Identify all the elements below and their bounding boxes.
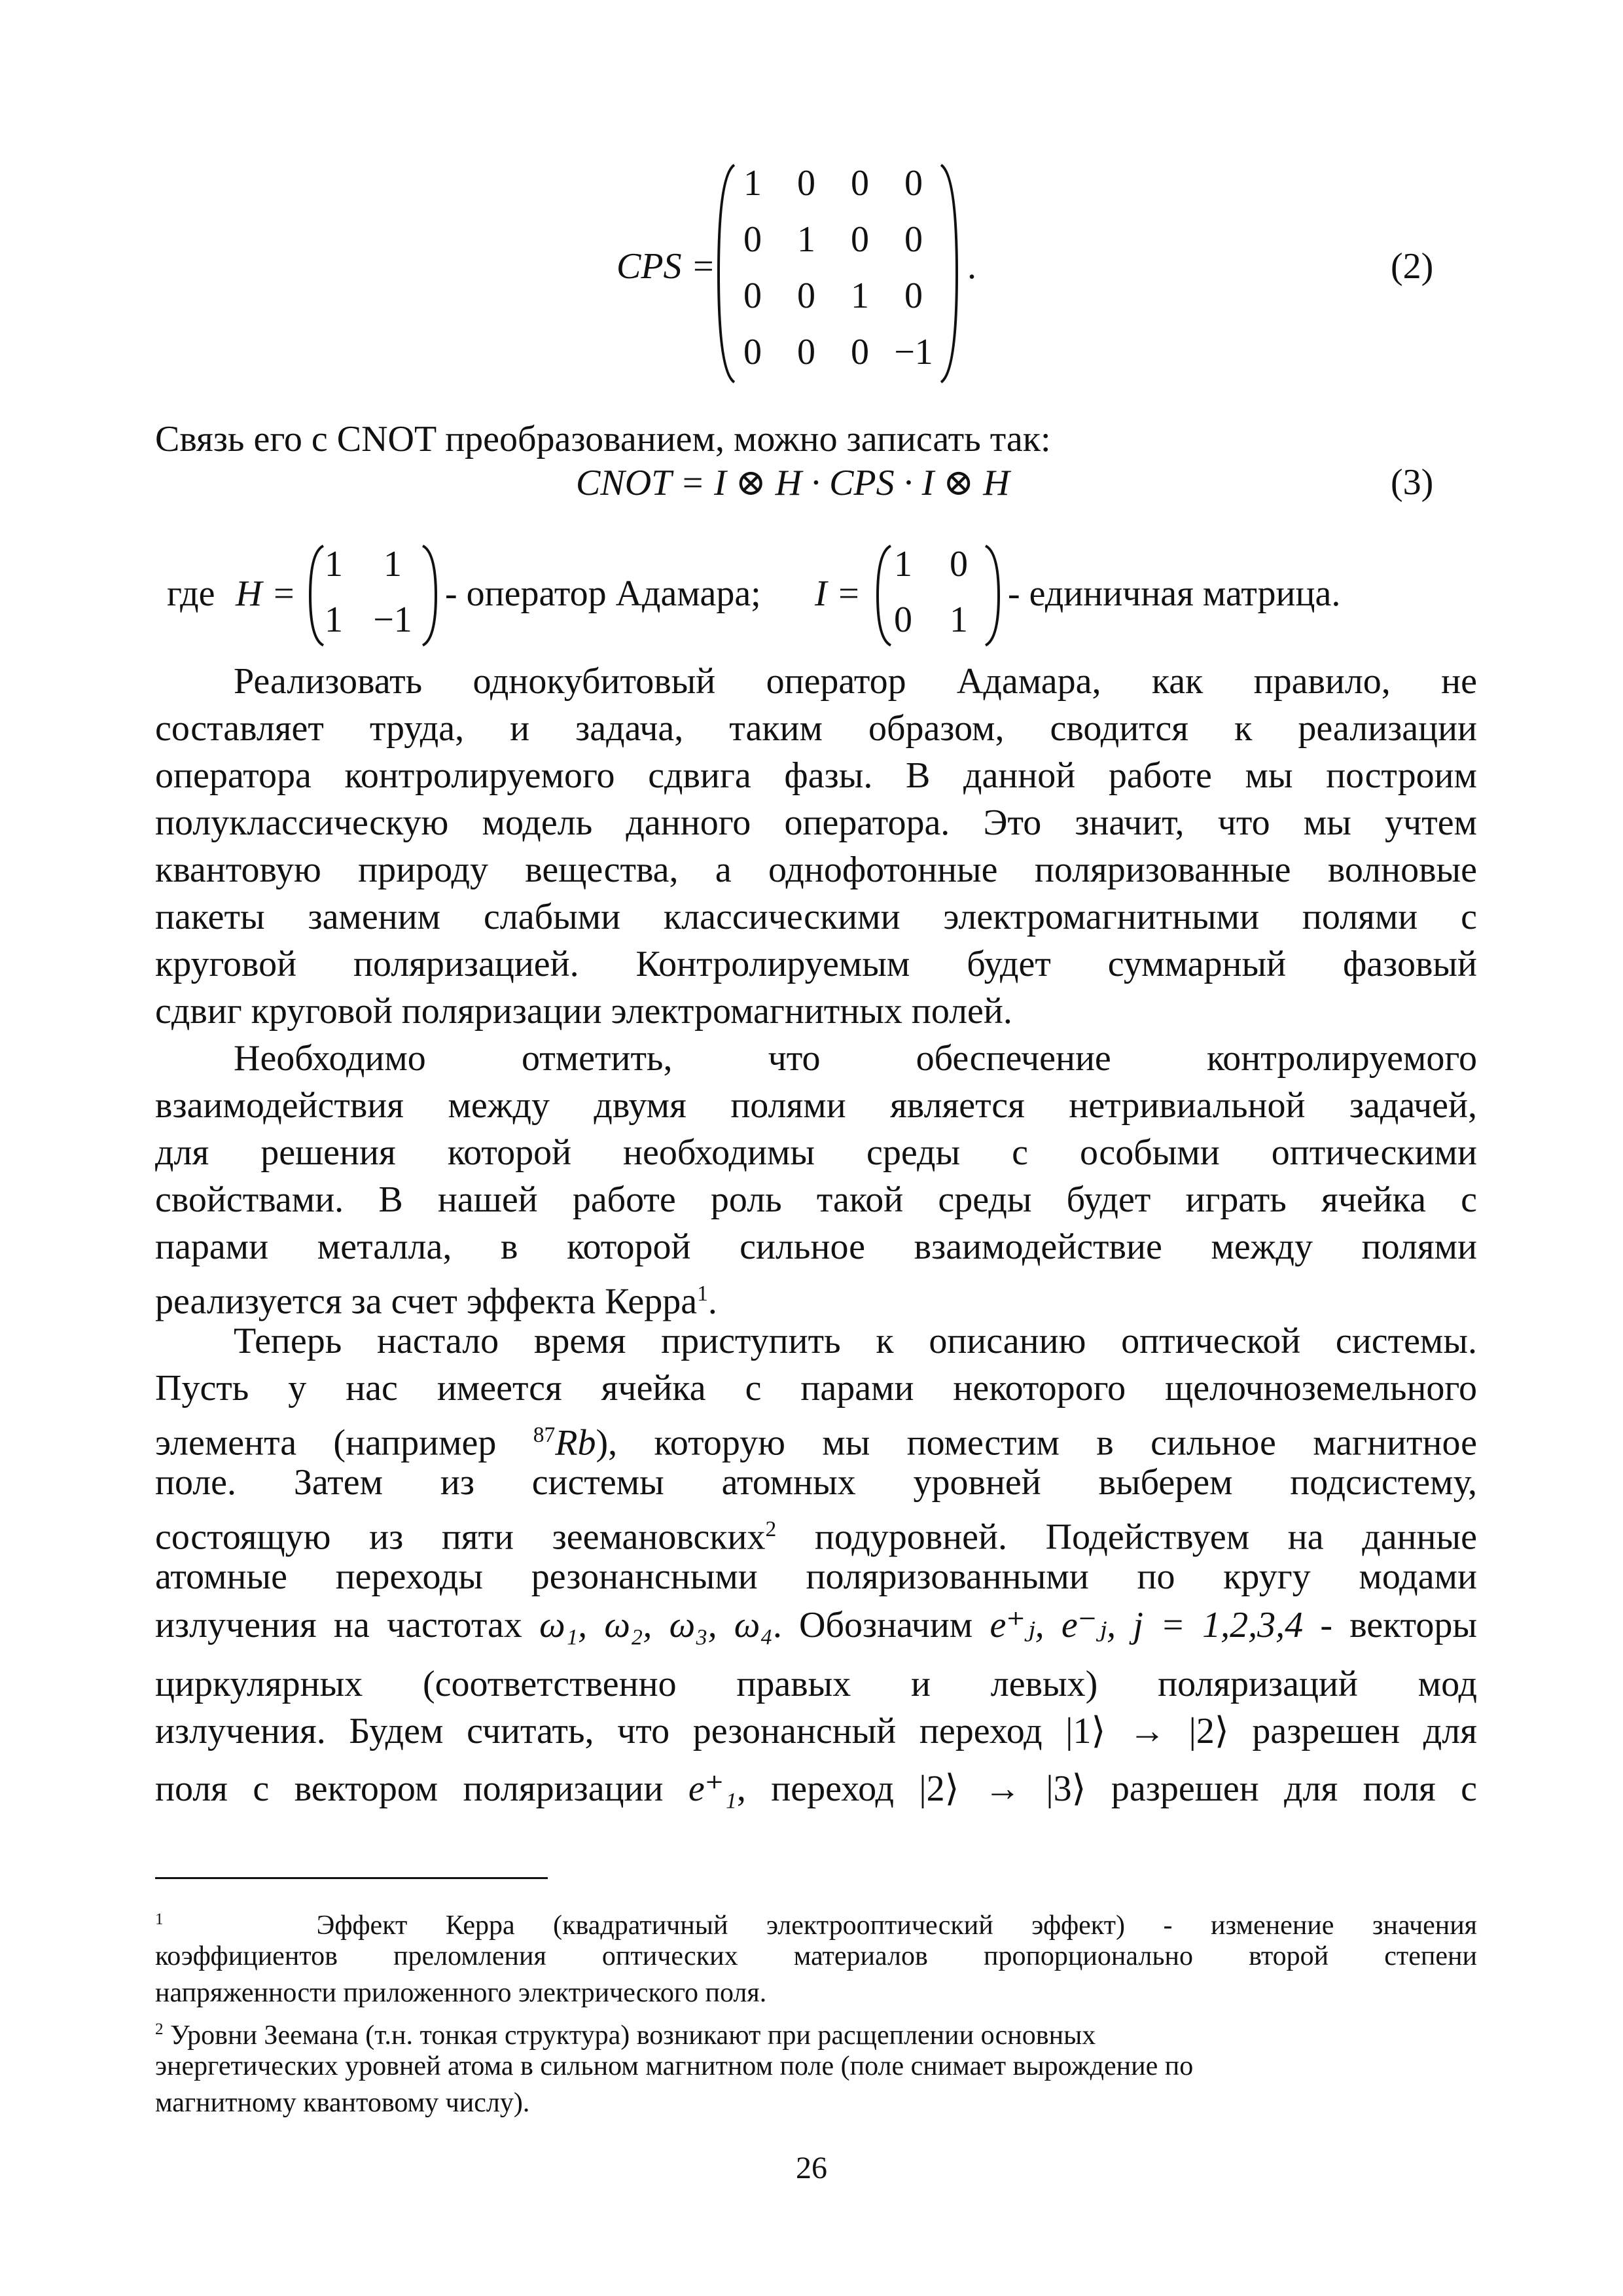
transition-1-2: |1⟩ → |2⟩ <box>1065 1711 1229 1751</box>
footnote-2-mark: 2 <box>155 2020 164 2038</box>
eq3-number: (3) <box>1391 462 1434 503</box>
h-lhs: H = <box>236 573 296 614</box>
h-cell: −1 <box>373 600 412 640</box>
l3-b: ), которую мы поместим в сильное магнитное <box>596 1422 1478 1463</box>
footnote-ref-1[interactable]: 1 <box>697 1282 708 1306</box>
footnote-2-line: магнитному квантовому числу). <box>155 2088 530 2118</box>
kerr-line-text: реализуется за счет эффекта Керра <box>155 1281 698 1322</box>
footnote-1-line: коэффициентов преломления оптических материалов пропорционально второй степени <box>155 1941 1477 1971</box>
l10-c: разрешен для поля с <box>1111 1768 1478 1809</box>
l7-b: . Обозначим <box>772 1605 973 1645</box>
paragraph-line: пакеты заменим слабыми классическими электромагнитными полями с <box>155 897 1477 937</box>
h-cell: 1 <box>383 544 402 584</box>
paragraph-line: циркулярных (соответственно правых и левых) поляризаций мод <box>155 1664 1477 1704</box>
paragraph-line: Пусть у нас имеется ячейка с парами некоторого щелочноземельного <box>155 1368 1477 1408</box>
defs-gde: где <box>167 573 215 614</box>
paragraph-line: свойствами. В нашей работе роль такой среды будет играть ячейка с <box>155 1179 1477 1220</box>
paragraph-line: оператора контролируемого сдвига фазы. В данной работе мы построим <box>155 755 1477 796</box>
l10-b: , переход <box>736 1768 894 1809</box>
eq2-cell: 0 <box>851 219 869 260</box>
l7-c: - векторы <box>1320 1605 1477 1645</box>
i-right-paren <box>982 543 1003 648</box>
frequencies: ω₁, ω₂, ω₃, ω₄ <box>539 1605 773 1645</box>
footnote-1-mark: 1 <box>155 1910 164 1928</box>
paragraph-line: для решения которой необходимы среды с особыми оптическими <box>155 1132 1477 1173</box>
polarization-vectors: e⁺ⱼ, e⁻ⱼ, j = 1,2,3,4 <box>990 1605 1304 1645</box>
footnote-separator <box>155 1877 548 1879</box>
eq2-right-paren <box>936 162 962 385</box>
footnote-ref-2[interactable]: 2 <box>765 1517 777 1541</box>
isotope-mass: 87 <box>533 1423 556 1447</box>
l9-b: разрешен для <box>1252 1711 1478 1751</box>
i-cell: 0 <box>950 544 968 584</box>
footnote-1-text: Эффект Керра (квадратичный электрооптический эффект) - изменение значения <box>316 1910 1477 1941</box>
eq2-cell: 0 <box>743 276 762 316</box>
paragraph-line: взаимодействия между двумя полями является нетривиальной задачей, <box>155 1085 1477 1126</box>
paragraph-line: квантовую природу вещества, а однофотонные поляризованные волновые <box>155 850 1477 890</box>
l9-a: излучения. Будем считать, что резонансный переход <box>155 1711 1043 1751</box>
paragraph-line: Необходимо отметить, что обеспечение контролируемого <box>234 1038 1477 1079</box>
l7-a: излучения на частотах <box>155 1605 522 1645</box>
eq2-cell: 0 <box>851 163 869 204</box>
eq2-number: (2) <box>1391 246 1434 287</box>
eq2-cell: 0 <box>743 219 762 260</box>
i-lhs: I = <box>815 573 861 614</box>
l10-a: поля с вектором поляризации <box>155 1768 664 1809</box>
eq2-cell: 0 <box>797 332 815 372</box>
eq2-period: . <box>967 246 976 287</box>
paragraph-line: полуклассическую модель данного оператора. Это значит, что мы учтем <box>155 802 1477 843</box>
transition-2-3: |2⟩ → |3⟩ <box>919 1768 1086 1809</box>
paragraph-line: сдвиг круговой поляризации электромагнитных полей. <box>155 991 1012 1031</box>
footnote-2-text: Уровни Зеемана (т.н. тонкая структура) возникают при расщеплении основных <box>163 2020 1096 2051</box>
eq2-cell: −1 <box>894 332 933 372</box>
kerr-line-punct: . <box>707 1281 717 1322</box>
eq2-lhs: CPS = <box>616 246 716 287</box>
l5-b: подуровней. Подействуем на данные <box>776 1516 1477 1558</box>
eq2-cell: 0 <box>797 163 815 204</box>
paragraph-line: атомные переходы резонансными поляризованными по кругу модами <box>155 1556 1477 1597</box>
eq2-cell: 1 <box>743 163 762 204</box>
h-cell: 1 <box>325 600 343 640</box>
l3-a: элемента (например <box>155 1422 497 1463</box>
paragraph-line: Теперь настало время приступить к описанию оптической системы. <box>234 1321 1477 1361</box>
l5-a: состоящую из пяти зеемановских <box>155 1516 766 1558</box>
eq2-matrix <box>726 162 942 385</box>
eq2-cell: 0 <box>851 332 869 372</box>
eq2-cell: 0 <box>797 276 815 316</box>
i-cell: 1 <box>950 600 968 640</box>
rubidium-symbol: Rb <box>555 1422 596 1463</box>
h-cell: 1 <box>325 544 343 584</box>
equation-2 <box>0 0 1623 393</box>
i-cell: 1 <box>894 544 912 584</box>
eq2-cell: 0 <box>904 219 923 260</box>
cnot-intro-line: Связь его с CNOT преобразованием, можно записать так: <box>155 419 1051 459</box>
paragraph-line <box>155 1602 1477 1649</box>
eq2-cell: 1 <box>851 276 869 316</box>
h-description: - оператор Адамара; <box>445 573 761 614</box>
eq2-cell: 0 <box>904 163 923 204</box>
paragraph-line: Реализовать однокубитовый оператор Адамара, как правило, не <box>234 661 1477 702</box>
paragraph-line <box>155 1765 1477 1812</box>
paragraph-line <box>155 1708 1477 1755</box>
eq2-cell: 0 <box>743 332 762 372</box>
paragraph-line: составляет труда, и задача, таким образом, сводится к реализации <box>155 708 1477 749</box>
paragraph-line: поле. Затем из системы атомных уровней выберем подсистему, <box>155 1462 1477 1503</box>
h-right-paren <box>419 543 440 648</box>
matrix-definitions <box>0 537 1623 655</box>
eq2-cell: 1 <box>797 219 815 260</box>
paragraph-line: круговой поляризацией. Контролируемым будет суммарный фазовый <box>155 944 1477 984</box>
i-description: - единичная матрица. <box>1008 573 1341 614</box>
footnote-1-line: напряженности приложенного электрического поля. <box>155 1978 767 2008</box>
paragraph-line: парами металла, в которой сильное взаимодействие между полями <box>155 1227 1477 1267</box>
eq3-formula: CNOT = I ⊗ H · CPS · I ⊗ H <box>576 463 1010 503</box>
eq2-cell: 0 <box>904 276 923 316</box>
footnote-2-line: энергетических уровней атома в сильном магнитном поле (поле снимает вырождение по <box>155 2051 1194 2081</box>
vector-e1-plus: e⁺₁ <box>688 1768 737 1809</box>
page-number: 26 <box>796 2151 827 2185</box>
i-cell: 0 <box>894 600 912 640</box>
